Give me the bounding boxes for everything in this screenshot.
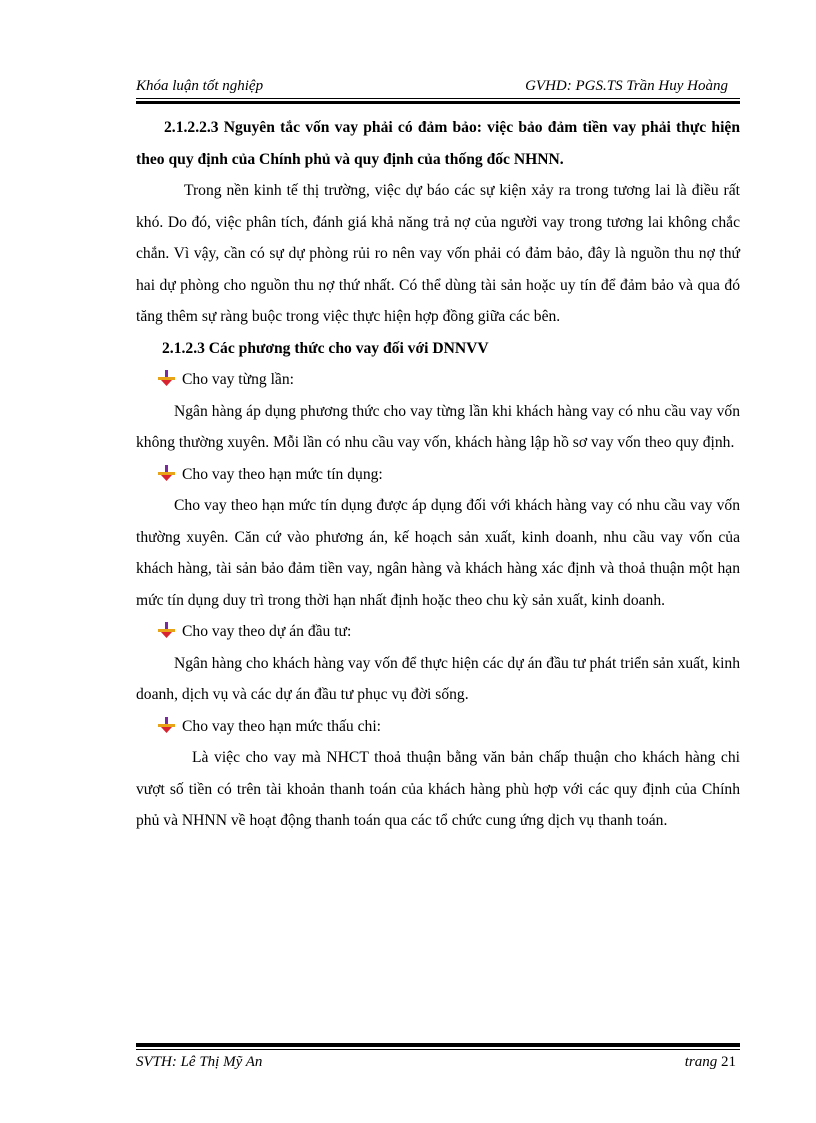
header-thesis-label: Khóa luận tốt nghiệp [136,78,264,94]
page-word: trang [684,1054,718,1070]
footer-rule-thin [136,1049,740,1050]
bullet-arrow-icon [158,465,176,481]
bullet-label: Cho vay theo dự án đầu tư: [182,623,352,640]
bullet-arrow-icon [158,370,176,386]
bullet-label: Cho vay theo hạn mức tín dụng: [182,465,383,483]
bullet-arrow-icon [158,622,176,638]
bullet-text: Cho vay theo hạn mức tín dụng được áp dụng đối với khách hàng vay có nhu cầu vay vốn thường xuyên. Căn cứ vào phương án, kế hoạch sản xuất, kinh doanh, nhu cầu vay vốn của khách hàng, tài sản bảo đảm tiền vay, ngân hàng và khách hàng xác định và thoả thuận một hạn mức tín dụng duy trì trong thời hạn nhất định hoặc theo chu kỳ sản xuất, kinh doanh. [136,497,740,609]
bullet-label: Cho vay từng lần: [182,371,294,388]
bullet-item-3 [136,616,740,648]
bullet-item-2 [136,459,740,491]
footer-student: SVTH: Lê Thị Mỹ An [136,1054,263,1070]
page-number [685,1052,736,1072]
bullet-item-4 [136,711,740,743]
header-rule-thin [136,98,740,99]
bullet-text: Ngân hàng cho khách hàng vay vốn để thực hiện các dự án đầu tư phát triển sản xuất, kinh doanh, dịch vụ và các dự án đầu tư phục vụ đời sống. [136,654,740,703]
paragraph-collateral: Trong nền kinh tế thị trường, việc dự báo các sự kiện xảy ra trong tương lai là điều rất khó. Do đó, việc phân tích, đánh giá khả năng trả nợ của người vay trong tương lai không chắc chắn. Vì vậy, cần có sự dự phòng rủi ro nên vay vốn phải có đảm bảo, đây là nguồn thu nợ thứ hai dự phòng cho nguồn thu nợ thứ nhất. Có thể dùng tài sản hoặc uy tín để đảm bảo và qua đó tăng thêm sự ràng buộc trong việc thực hiện hợp đồng giữa các bên. [136,182,740,325]
bullet-item-1 [136,364,740,396]
header-advisor: GVHD: PGS.TS Trần Huy Hoàng [525,78,728,94]
footer-rule-thick [136,1043,740,1047]
page-body [136,112,740,837]
bullet-label: Cho vay theo hạn mức thấu chi: [182,717,381,735]
bullet-text: Ngân hàng áp dụng phương thức cho vay từng lần khi khách hàng vay có nhu cầu vay vốn không thường xuyên. Mỗi lần có nhu cầu vay vốn, khách hàng lập hồ sơ vay vốn theo quy định. [136,402,740,451]
header-rule-thick [136,101,740,104]
page-number-value: 21 [721,1054,736,1070]
bullet-text: Là việc cho vay mà NHCT thoả thuận bằng văn bản chấp thuận cho khách hàng chi vượt số tiền có trên tài khoản thanh toán của khách hàng phù hợp với các quy định của Chính phủ và NHNN về hoạt động thanh toán qua các tổ chức cung ứng dịch vụ thanh toán. [136,749,740,829]
section-heading-2-1-2-2-3: 2.1.2.2.3 Nguyên tắc vốn vay phải có đảm bảo: việc bảo đảm tiền vay phải thực hiện theo quy định của Chính phủ và quy định của thống đốc NHNN. [136,119,740,168]
section-heading-2-1-2-3: 2.1.2.3 Các phương thức cho vay đối với DNNVV [162,339,489,357]
bullet-arrow-icon [158,717,176,733]
